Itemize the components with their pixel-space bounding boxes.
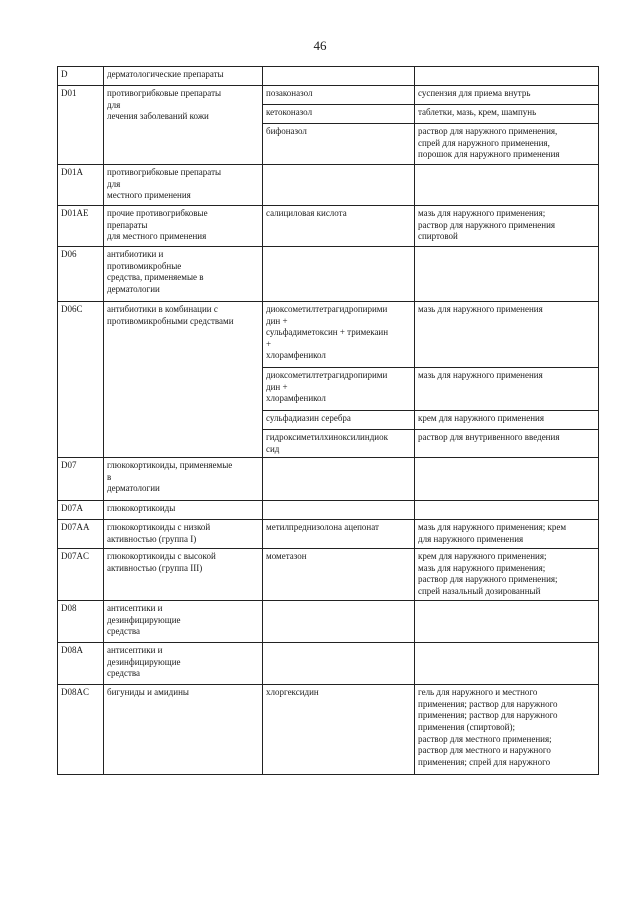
table-row: [58, 549, 599, 601]
anatomical-therapeutic-group: антибиотики в комбинации с противомикробными средствами: [104, 302, 263, 458]
dosage-form: мазь для наружного применения: [415, 302, 599, 368]
dosage-form: раствор для внутривенного введения: [415, 430, 599, 458]
substance-name: [263, 643, 415, 685]
substance-name: гидроксиметилхиноксилиндиок сид: [263, 430, 415, 458]
substance-name: мометазон: [263, 549, 415, 601]
table-row: [58, 165, 599, 206]
anatomical-therapeutic-group: прочие противогрибковые препараты для местного применения: [104, 206, 263, 247]
dosage-form: гель для наружного и местного применения; раствор для наружного применения; раствор для наружного применения (спиртовой); раствор для местного применения; раствор для местного и наружного применения; спрей для наружного: [415, 685, 599, 775]
page-number: 46: [313, 38, 327, 53]
dosage-form: [415, 643, 599, 685]
dosage-form: таблетки, мазь, крем, шампунь: [415, 105, 599, 124]
table-row: [58, 501, 599, 520]
anatomical-therapeutic-group: глюкокортикоиды, применяемые в дерматологии: [104, 458, 263, 501]
atc-code: D07: [58, 458, 104, 501]
anatomical-therapeutic-group: противогрибковые препараты для местного применения: [104, 165, 263, 206]
dosage-form: [415, 67, 599, 86]
anatomical-therapeutic-group: антисептики и дезинфицирующие средства: [104, 643, 263, 685]
substance-name: [263, 601, 415, 643]
dosage-form: мазь для наружного применения: [415, 368, 599, 411]
dosage-form: [415, 501, 599, 520]
dosage-form: [415, 458, 599, 501]
substance-name: диоксометилтетрагидропирими дин + сульфадиметоксин + тримекаин + хлорамфеникол: [263, 302, 415, 368]
table-row: [58, 86, 599, 105]
dosage-form: [415, 247, 599, 302]
table-row: [58, 643, 599, 685]
atc-code: D01AE: [58, 206, 104, 247]
table-row: [58, 302, 599, 368]
substance-name: кетоконазол: [263, 105, 415, 124]
atc-code: D07A: [58, 501, 104, 520]
dosage-form: суспензия для приема внутрь: [415, 86, 599, 105]
anatomical-therapeutic-group: глюкокортикоиды: [104, 501, 263, 520]
substance-name: сульфадиазин серебра: [263, 411, 415, 430]
table-row: [58, 520, 599, 549]
substance-name: [263, 247, 415, 302]
dosage-form: [415, 165, 599, 206]
table-row: [58, 601, 599, 643]
anatomical-therapeutic-group: бигуниды и амидины: [104, 685, 263, 775]
substance-name: бифоназол: [263, 124, 415, 165]
atc-code: D: [58, 67, 104, 86]
table-row: [58, 247, 599, 302]
table-row: [58, 685, 599, 775]
anatomical-therapeutic-group: глюкокортикоиды с высокой активностью (группа III): [104, 549, 263, 601]
atc-code: D08: [58, 601, 104, 643]
substance-name: [263, 165, 415, 206]
dosage-form: мазь для наружного применения; крем для наружного применения: [415, 520, 599, 549]
atc-code: D07AA: [58, 520, 104, 549]
anatomical-therapeutic-group: антибиотики и противомикробные средства, применяемые в дерматологии: [104, 247, 263, 302]
table-row: [58, 67, 599, 86]
anatomical-therapeutic-group: глюкокортикоиды с низкой активностью (группа I): [104, 520, 263, 549]
atc-code: D07AC: [58, 549, 104, 601]
dosage-form: крем для наружного применения; мазь для наружного применения; раствор для наружного применения; спрей назальный дозированный: [415, 549, 599, 601]
dosage-form: раствор для наружного применения, спрей для наружного применения, порошок для наружного применения: [415, 124, 599, 165]
substance-name: хлоргексидин: [263, 685, 415, 775]
substance-name: [263, 458, 415, 501]
substance-name: метилпреднизолона ацепонат: [263, 520, 415, 549]
dosage-form: крем для наружного применения: [415, 411, 599, 430]
substance-name: позаконазол: [263, 86, 415, 105]
atc-code: D01A: [58, 165, 104, 206]
table-row: [58, 458, 599, 501]
anatomical-therapeutic-group: дерматологические препараты: [104, 67, 263, 86]
drug-table: [57, 66, 599, 775]
atc-code: D08A: [58, 643, 104, 685]
substance-name: салициловая кислота: [263, 206, 415, 247]
atc-code: D08AC: [58, 685, 104, 775]
atc-code: D06: [58, 247, 104, 302]
anatomical-therapeutic-group: антисептики и дезинфицирующие средства: [104, 601, 263, 643]
table-row: [58, 206, 599, 247]
atc-code: D06C: [58, 302, 104, 458]
substance-name: [263, 67, 415, 86]
atc-code: D01: [58, 86, 104, 165]
dosage-form: мазь для наружного применения; раствор для наружного применения спиртовой: [415, 206, 599, 247]
substance-name: [263, 501, 415, 520]
anatomical-therapeutic-group: противогрибковые препараты для лечения заболеваний кожи: [104, 86, 263, 165]
substance-name: диоксометилтетрагидропирими дин + хлорамфеникол: [263, 368, 415, 411]
dosage-form: [415, 601, 599, 643]
